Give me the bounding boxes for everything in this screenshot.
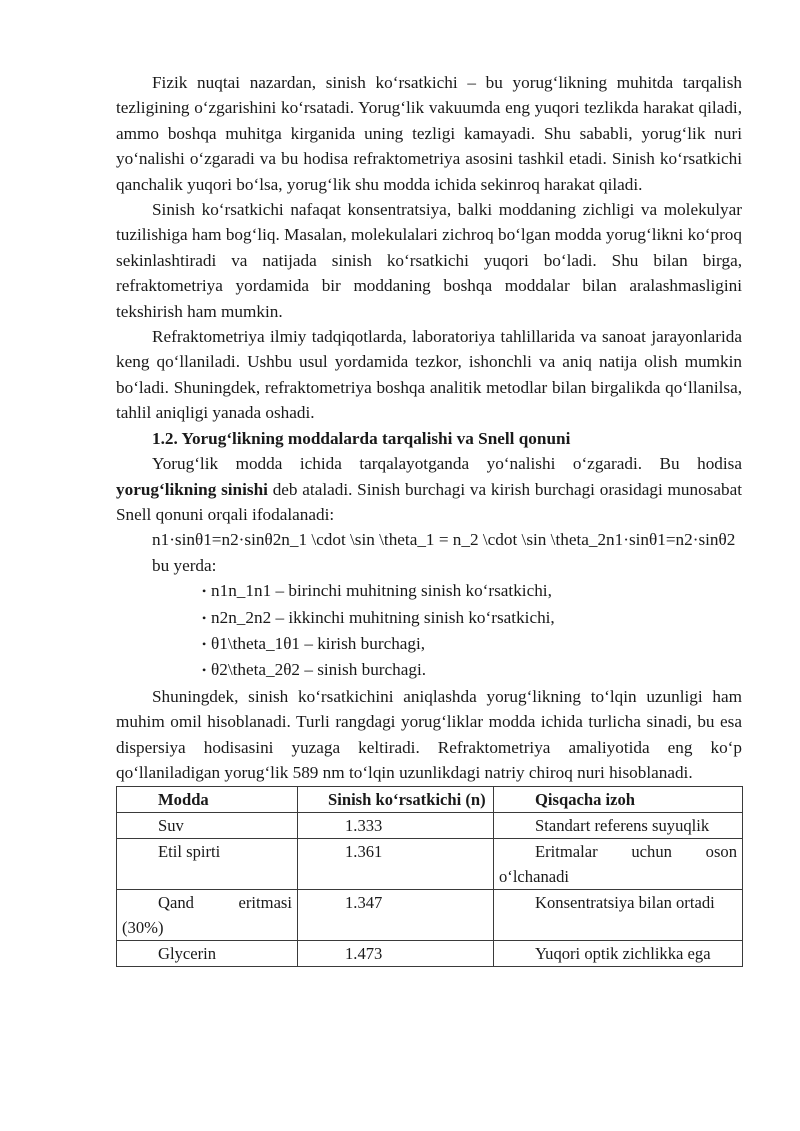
paragraph-wavelength: Shuningdek, sinish koʻrsatkichini aniqlashda yorugʻlikning toʻlqin uzunligi ham muhim omil hisoblanadi. Turli rangdagi yorugʻliklar modda ichida turlicha sinadi, bu esa dispersiya hodisasini yuzaga keltiradi. Refraktometriya amaliyotida eng koʻp qoʻllaniladigan yorugʻlik 589 nm toʻlqin uzunlikdagi natriy chiroq nuri hisoblanadi. bbox=[116, 686, 742, 782]
cell-substance: Qand eritmasi (30%) bbox=[117, 890, 298, 941]
table-header-row bbox=[117, 787, 743, 813]
list-item-text: θ2\theta_2θ2 – sinish burchagi. bbox=[211, 660, 427, 680]
list-item bbox=[202, 605, 742, 631]
cell-substance: Suv bbox=[117, 813, 298, 839]
snell-formula: n1·sinθ1=n2·sinθ2n_1 \cdot \sin \theta_1 = n_2 \cdot \sin \theta_2n1·sinθ1=n2·sinθ2 bbox=[152, 530, 736, 550]
cell-description: Konsentratsiya bilan ortadi bbox=[494, 890, 743, 941]
list-item bbox=[202, 578, 742, 604]
table-row bbox=[117, 839, 743, 890]
refractive-index-table bbox=[116, 786, 743, 967]
header-refractive-index: Sinish koʻrsatkichi (n) bbox=[298, 787, 494, 813]
where-label: bu yerda: bbox=[152, 555, 217, 575]
header-substance: Modda bbox=[117, 787, 298, 813]
header-description: Qisqacha izoh bbox=[494, 787, 743, 813]
cell-description: Eritmalar uchun oson oʻlchanadi bbox=[494, 839, 743, 890]
document-page bbox=[116, 70, 742, 967]
table-row bbox=[117, 890, 743, 941]
list-item-text: θ1\theta_1θ1 – kirish burchagi, bbox=[211, 633, 426, 653]
list-item-text: n1n_1n1 – birinchi muhitning sinish koʻrsatkichi, bbox=[211, 581, 552, 601]
cell-refractive-index: 1.361 bbox=[298, 839, 494, 890]
list-item-text: n2n_2n2 – ikkinchi muhitning sinish koʻrsatkichi, bbox=[211, 607, 555, 627]
bullet-icon: • bbox=[202, 584, 207, 599]
cell-description: Yuqori optik zichlikka ega bbox=[494, 941, 743, 967]
cell-refractive-index: 1.333 bbox=[298, 813, 494, 839]
paragraph-density-dependence: Sinish koʻrsatkichi nafaqat konsentratsiya, balki moddaning zichligi va molekulyar tuzilishiga ham bogʻliq. Masalan, molekulalari zichroq boʻlgan modda yorugʻlikni koʻproq sekinlashtiradi va natijada sinish koʻrsatkichi yuqori boʻladi. Shu bilan birga, refraktometriya yordamida bir moddaning boshqa moddalar bilan aralashmasligini tekshirish ham mumkin. bbox=[116, 200, 742, 321]
section-heading: 1.2. Yorugʻlikning moddalarda tarqalishi va Snell qonuni bbox=[152, 428, 571, 448]
table-row bbox=[117, 941, 743, 967]
refraction-intro-start: Yorugʻlik modda ichida tarqalayotganda yoʻnalishi oʻzgaradi. Bu hodisa bbox=[152, 454, 742, 474]
list-item bbox=[202, 631, 742, 657]
cell-description: Standart referens suyuqlik bbox=[494, 813, 743, 839]
paragraph-refraction-intro bbox=[116, 451, 742, 527]
cell-substance: Etil spirti bbox=[117, 839, 298, 890]
refraction-term: yorugʻlikning sinishi bbox=[116, 479, 268, 499]
cell-refractive-index: 1.347 bbox=[298, 890, 494, 941]
paragraph-refractive-index-physics: Fizik nuqtai nazardan, sinish koʻrsatkichi – bu yorugʻlikning muhitda tarqalish tezligining oʻzgarishini koʻrsatadi. Yorugʻlik vakuumda eng yuqori tezlikda harakat qiladi, ammo boshqa muhitga kirganida uning tezligi kamayadi. Shu sababli, yorugʻlik nuri yoʻnalishi oʻzgaradi va bu hodisa refraktometriya asosini tashkil etadi. Sinish koʻrsatkichi qanchalik yuqori boʻlsa, yorugʻlik shu modda ichida sekinroq harakat qiladi. bbox=[116, 73, 742, 194]
bullet-icon: • bbox=[202, 610, 207, 625]
refraction-intro-end: deb ataladi. Sinish burchagi va kirish burchagi orasidagi munosabat Snell qonuni orqali ifodalanadi: bbox=[116, 479, 742, 524]
list-item bbox=[202, 657, 742, 683]
table-row bbox=[117, 813, 743, 839]
cell-refractive-index: 1.473 bbox=[298, 941, 494, 967]
bullet-icon: • bbox=[202, 636, 207, 651]
paragraph-applications: Refraktometriya ilmiy tadqiqotlarda, laboratoriya tahlillarida va sanoat jarayonlarida keng qoʻllaniladi. Ushbu usul yordamida tezkor, ishonchli va aniq natija olish mumkin boʻladi. Shuningdek, refraktometriya boshqa analitik metodlar bilan birgalikda qoʻllanilsa, tahlil aniqligi yanada oshadi. bbox=[116, 327, 742, 423]
variable-list bbox=[116, 578, 742, 684]
bullet-icon: • bbox=[202, 663, 207, 678]
cell-substance: Glycerin bbox=[117, 941, 298, 967]
